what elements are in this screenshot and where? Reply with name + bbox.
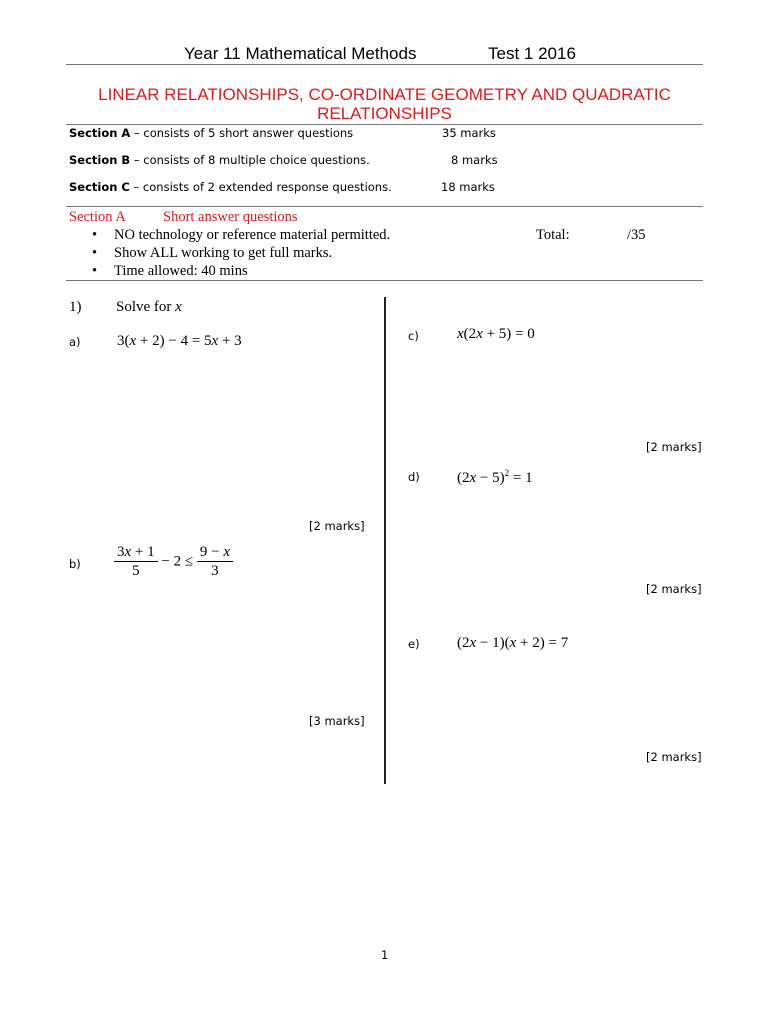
test-heading: Test 1 2016 xyxy=(488,44,576,63)
part-a-equation: 3(x + 2) − 4 = 5x + 3 xyxy=(117,333,242,349)
instruction-bullet-1: • NO technology or reference material permitted. xyxy=(92,227,391,243)
section-a-summary: Section A – consists of 5 short answer questions xyxy=(69,126,354,140)
section-c-summary: Section C – consists of 2 extended response questions. xyxy=(69,180,392,194)
section-c-marks: 18 marks xyxy=(441,180,495,194)
title-rule xyxy=(66,124,703,125)
part-d-marks: [2 marks] xyxy=(646,582,702,596)
title-line-1: LINEAR RELATIONSHIPS, CO-ORDINATE GEOMETRY AND QUADRATIC xyxy=(98,85,671,104)
part-e-label: e) xyxy=(408,637,420,651)
total-label: Total: xyxy=(536,227,570,243)
instruction-bullet-2: • Show ALL working to get full marks. xyxy=(92,245,333,261)
section-b-marks: 8 marks xyxy=(451,153,498,167)
part-e-marks: [2 marks] xyxy=(646,750,702,764)
title-line-2: RELATIONSHIPS xyxy=(317,104,452,123)
part-c-label: c) xyxy=(408,329,419,343)
section-a-marks: 35 marks xyxy=(442,126,496,140)
part-a-marks: [2 marks] xyxy=(309,519,365,533)
part-b-inequality: $\frac{3x + 1}{5}$ − 2 ≤ $\frac{9 - x}{3}$ xyxy=(114,543,233,580)
page-number: 1 xyxy=(381,948,389,962)
question-number: 1) xyxy=(69,299,82,315)
total-value: /35 xyxy=(627,227,646,243)
header-rule xyxy=(66,64,703,65)
part-e-equation: (2x − 1)(x + 2) = 7 xyxy=(457,635,569,651)
summary-rule xyxy=(66,206,703,207)
part-d-equation: $(2x - 5)^2 = 1$ xyxy=(457,468,533,486)
part-c-marks: [2 marks] xyxy=(646,440,702,454)
column-divider xyxy=(384,297,386,784)
part-a-label: a) xyxy=(69,335,81,349)
section-a-subtitle: Short answer questions xyxy=(163,209,298,225)
instruction-bullet-3: • Time allowed: 40 mins xyxy=(92,263,248,279)
part-d-label: d) xyxy=(408,470,420,484)
part-b-label: b) xyxy=(69,557,81,571)
part-b-marks: [3 marks] xyxy=(309,714,365,728)
question-prompt: Solve for x xyxy=(116,299,182,315)
instructions-rule xyxy=(66,280,703,281)
subject-heading: Year 11 Mathematical Methods xyxy=(184,44,417,63)
part-c-equation: x(2x + 5) = 0 xyxy=(457,326,535,342)
section-a-label: Section A xyxy=(69,209,126,225)
section-b-summary: Section B – consists of 8 multiple choice questions. xyxy=(69,153,370,167)
